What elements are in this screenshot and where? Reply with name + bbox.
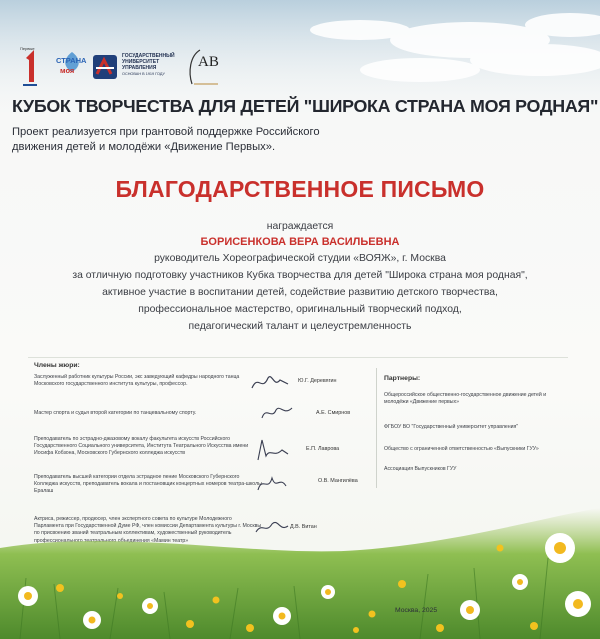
jury-label: Члены жюри:	[34, 362, 80, 369]
av-label: АВ	[198, 54, 219, 70]
logo-av	[186, 44, 226, 88]
body-line: за отличную подготовку участников Кубка творчества для детей "Широка страна моя родная",	[72, 270, 528, 281]
jury-member-description: Заслуженный работник культуры России, экс заведующий кафедры народного танца Московского государственного института культуры, профессор.	[34, 374, 240, 388]
place-and-date: Москва, 2025	[395, 607, 438, 614]
recipient-name: БОРИСЕНКОВА ВЕРА ВАСИЛЬЕВНА	[200, 236, 400, 248]
partner-item: Общество с ограниченной ответственностью «Выпускники ГУУ»	[384, 446, 539, 452]
logo-strana-moya	[54, 50, 90, 86]
pervye-label: Первые	[20, 46, 35, 51]
subtitle-line-2: движения детей и молодёжи «Движение Первых».	[12, 141, 276, 153]
guu-line3: УПРАВЛЕНИЯ	[122, 65, 157, 71]
partner-item: ФГБОУ ВО "Государственный университет управления"	[384, 424, 519, 430]
body-line: педагогический талант и целеустремленность	[188, 321, 412, 332]
body-line: профессиональное мастерство, оригинальный творческий подход,	[138, 304, 462, 315]
logo-dvizhenie-pervykh	[20, 44, 50, 88]
strana-label: СТРАНА	[56, 56, 87, 65]
guu-line1: ГОСУДАРСТВЕННЫЙ	[122, 53, 175, 59]
partners-label: Партнеры:	[384, 375, 421, 382]
awarded-text: награждается	[266, 221, 334, 232]
signature-icon	[252, 436, 292, 464]
partner-item: Ассоциация Выпускников ГУУ	[384, 466, 457, 472]
signature-icon	[258, 400, 298, 424]
jury-member-description: Актриса, режиссер, продюсер, член экспертного совета по культуре Молодежного Парламента при Государственной Думе РФ, член комиссии Департамента культуры г. Москвы по присвоению званий театральным коллективам, художественный руководитель профессионального театрального объединения «Мамин театр»	[34, 516, 262, 544]
jury-member-name: Е.П. Лаврова	[306, 446, 340, 452]
divider	[28, 357, 568, 358]
jury-member-name: Ю.Г. Деревягин	[298, 378, 337, 384]
partner-item: Общероссийское общественно-государственное движение детей и молодёжи «Движение первых»	[384, 392, 547, 406]
body-line: активное участие в воспитании детей, содействие развитию детского творчества,	[102, 287, 498, 298]
recipient-position: руководитель Хореографической студии «ВОЯЖ», г. Москва	[154, 253, 446, 264]
jury-member-description: Преподаватель по эстрадно-джазовому вокалу факультета искусств Российского Государственного Социального университета, Института Театрального Искусства имени Иосифа Кобзона, Московского Губернского колледжа искусств	[34, 436, 249, 457]
guu-line4: ОСНОВАН В 1919 ГОДУ	[122, 72, 165, 76]
guu-line2: УНИВЕРСИТЕТ	[122, 59, 160, 65]
jury-member-description: Преподаватель высшей категории отдела эстрадное пение Московского Губернского Колледжа искусств, преподаватель вокала и постановщик концертных номеров театра-школы Ералаш	[34, 474, 262, 495]
jury-member-name: Д.В. Витан	[290, 524, 317, 530]
guu-logo-icon	[92, 54, 118, 82]
moya-label: моя	[60, 66, 75, 75]
jury-member-description: Мастер спорта и судья второй категории по танцевальному спорту.	[34, 410, 197, 416]
meadow-illustration	[0, 488, 600, 639]
letter-heading: БЛАГОДАРСТВЕННОЕ ПИСЬМО	[115, 176, 485, 202]
signature-icon	[248, 370, 292, 394]
subtitle-line-1: Проект реализуется при грантовой поддержке Российского	[12, 126, 320, 138]
logo-guu	[92, 52, 192, 88]
jury-member-name: А.Е. Смирнов	[316, 410, 351, 416]
jury-member-name: О.В. Мангилёва	[318, 478, 358, 484]
event-title: КУБОК ТВОРЧЕСТВА ДЛЯ ДЕТЕЙ "ШИРОКА СТРАНА МОЯ РОДНАЯ"	[12, 96, 599, 116]
